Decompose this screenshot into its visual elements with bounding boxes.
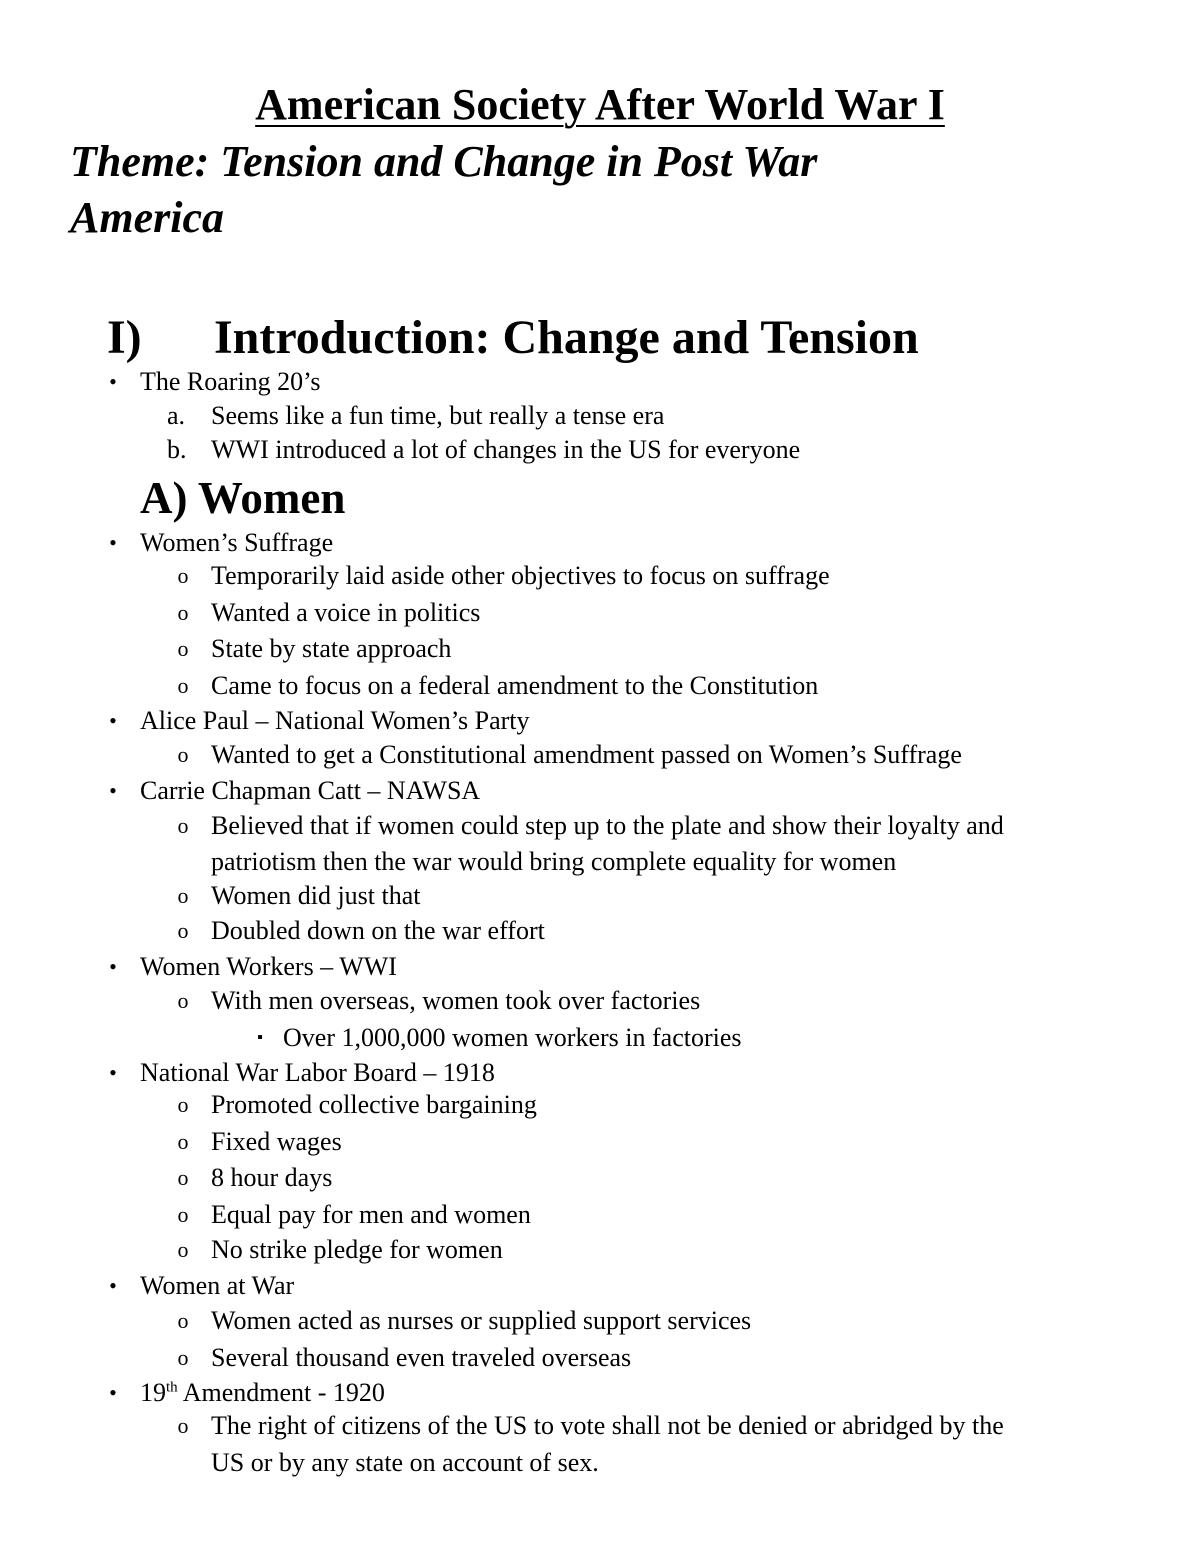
list-item: o Temporarily laid aside other objectives to focus on suffrage xyxy=(211,560,830,592)
circle-marker: o xyxy=(177,1092,189,1117)
bullet-marker: • xyxy=(109,369,117,394)
list-item: o Fixed wages xyxy=(211,1126,342,1158)
list-item: o Women acted as nurses or supplied support services xyxy=(211,1305,751,1337)
list-item: • Women at War xyxy=(140,1270,294,1302)
list-item: o 8 hour days xyxy=(211,1162,332,1194)
circle-marker: o xyxy=(177,563,189,588)
list-item: • Carrie Chapman Catt – NAWSA xyxy=(140,775,480,807)
list-item: o The right of citizens of the US to vote shall not be denied or abridged by the xyxy=(211,1410,1004,1442)
list-item: o No strike pledge for women xyxy=(211,1234,503,1266)
theme-line-1: Theme: Tension and Change in Post War xyxy=(70,137,818,186)
section-heading-introduction xyxy=(107,308,919,368)
list-item: o State by state approach xyxy=(211,633,451,665)
alpha-marker: a. xyxy=(167,401,186,430)
list-item: o Doubled down on the war effort xyxy=(211,915,545,947)
circle-marker: o xyxy=(177,883,189,908)
bullet-marker: • xyxy=(109,530,117,555)
list-item: • Women’s Suffrage xyxy=(140,527,333,559)
list-item: o Women did just that xyxy=(211,880,421,912)
list-item: o Equal pay for men and women xyxy=(211,1199,531,1231)
bullet-marker: • xyxy=(109,1273,117,1298)
circle-marker: o xyxy=(177,1165,189,1190)
circle-marker: o xyxy=(177,600,189,625)
circle-marker: o xyxy=(177,673,189,698)
bullet-marker: • xyxy=(109,954,117,979)
circle-marker: o xyxy=(177,1237,189,1262)
circle-marker: o xyxy=(177,636,189,661)
list-item: • Women Workers – WWI xyxy=(140,951,397,983)
bullet-marker: • xyxy=(109,1380,117,1405)
list-item: b. WWI introduced a lot of changes in the US for everyone xyxy=(167,435,801,464)
list-item: o Came to focus on a federal amendment to the Constitution xyxy=(211,670,818,702)
square-marker: ▪ xyxy=(257,1029,263,1046)
list-item: a. Seems like a fun time, but really a tense era xyxy=(167,401,665,430)
circle-marker: o xyxy=(177,988,189,1013)
circle-marker: o xyxy=(177,1413,189,1438)
list-item: o Wanted to get a Constitutional amendment passed on Women’s Suffrage xyxy=(211,739,962,771)
list-item: • The Roaring 20’s xyxy=(140,366,321,398)
bullet-marker: • xyxy=(109,778,117,803)
list-item: o Believed that if women could step up to the plate and show their loyalty and xyxy=(211,810,1004,842)
bullet-marker: • xyxy=(109,1060,117,1085)
list-item: • Alice Paul – National Women’s Party xyxy=(140,705,530,737)
theme-line-2: America xyxy=(70,193,224,242)
subsection-heading-women: A) Women xyxy=(140,473,346,523)
document-title: American Society After World War I xyxy=(255,80,945,129)
circle-marker: o xyxy=(177,1308,189,1333)
section-heading-text: Introduction: Change and Tension xyxy=(214,311,919,364)
section-number: I) xyxy=(107,311,142,364)
list-item-continuation: US or by any state on account of sex. xyxy=(211,1448,599,1477)
list-item: o Promoted collective bargaining xyxy=(211,1089,537,1121)
theme-heading xyxy=(70,134,1070,246)
bullet-marker: • xyxy=(109,708,117,733)
circle-marker: o xyxy=(177,742,189,767)
list-item: • 19th Amendment - 1920 xyxy=(140,1377,385,1409)
circle-marker: o xyxy=(177,1345,189,1370)
alpha-marker: b. xyxy=(167,435,187,464)
list-item: o With men overseas, women took over factories xyxy=(211,985,700,1017)
list-item: ▪ Over 1,000,000 women workers in factories xyxy=(283,1022,742,1054)
circle-marker: o xyxy=(177,813,189,838)
circle-marker: o xyxy=(177,918,189,943)
list-item-continuation: patriotism then the war would bring complete equality for women xyxy=(211,847,897,876)
list-item: • National War Labor Board – 1918 xyxy=(140,1057,495,1089)
list-item: o Several thousand even traveled overseas xyxy=(211,1342,631,1374)
circle-marker: o xyxy=(177,1129,189,1154)
circle-marker: o xyxy=(177,1202,189,1227)
list-item: o Wanted a voice in politics xyxy=(211,597,480,629)
